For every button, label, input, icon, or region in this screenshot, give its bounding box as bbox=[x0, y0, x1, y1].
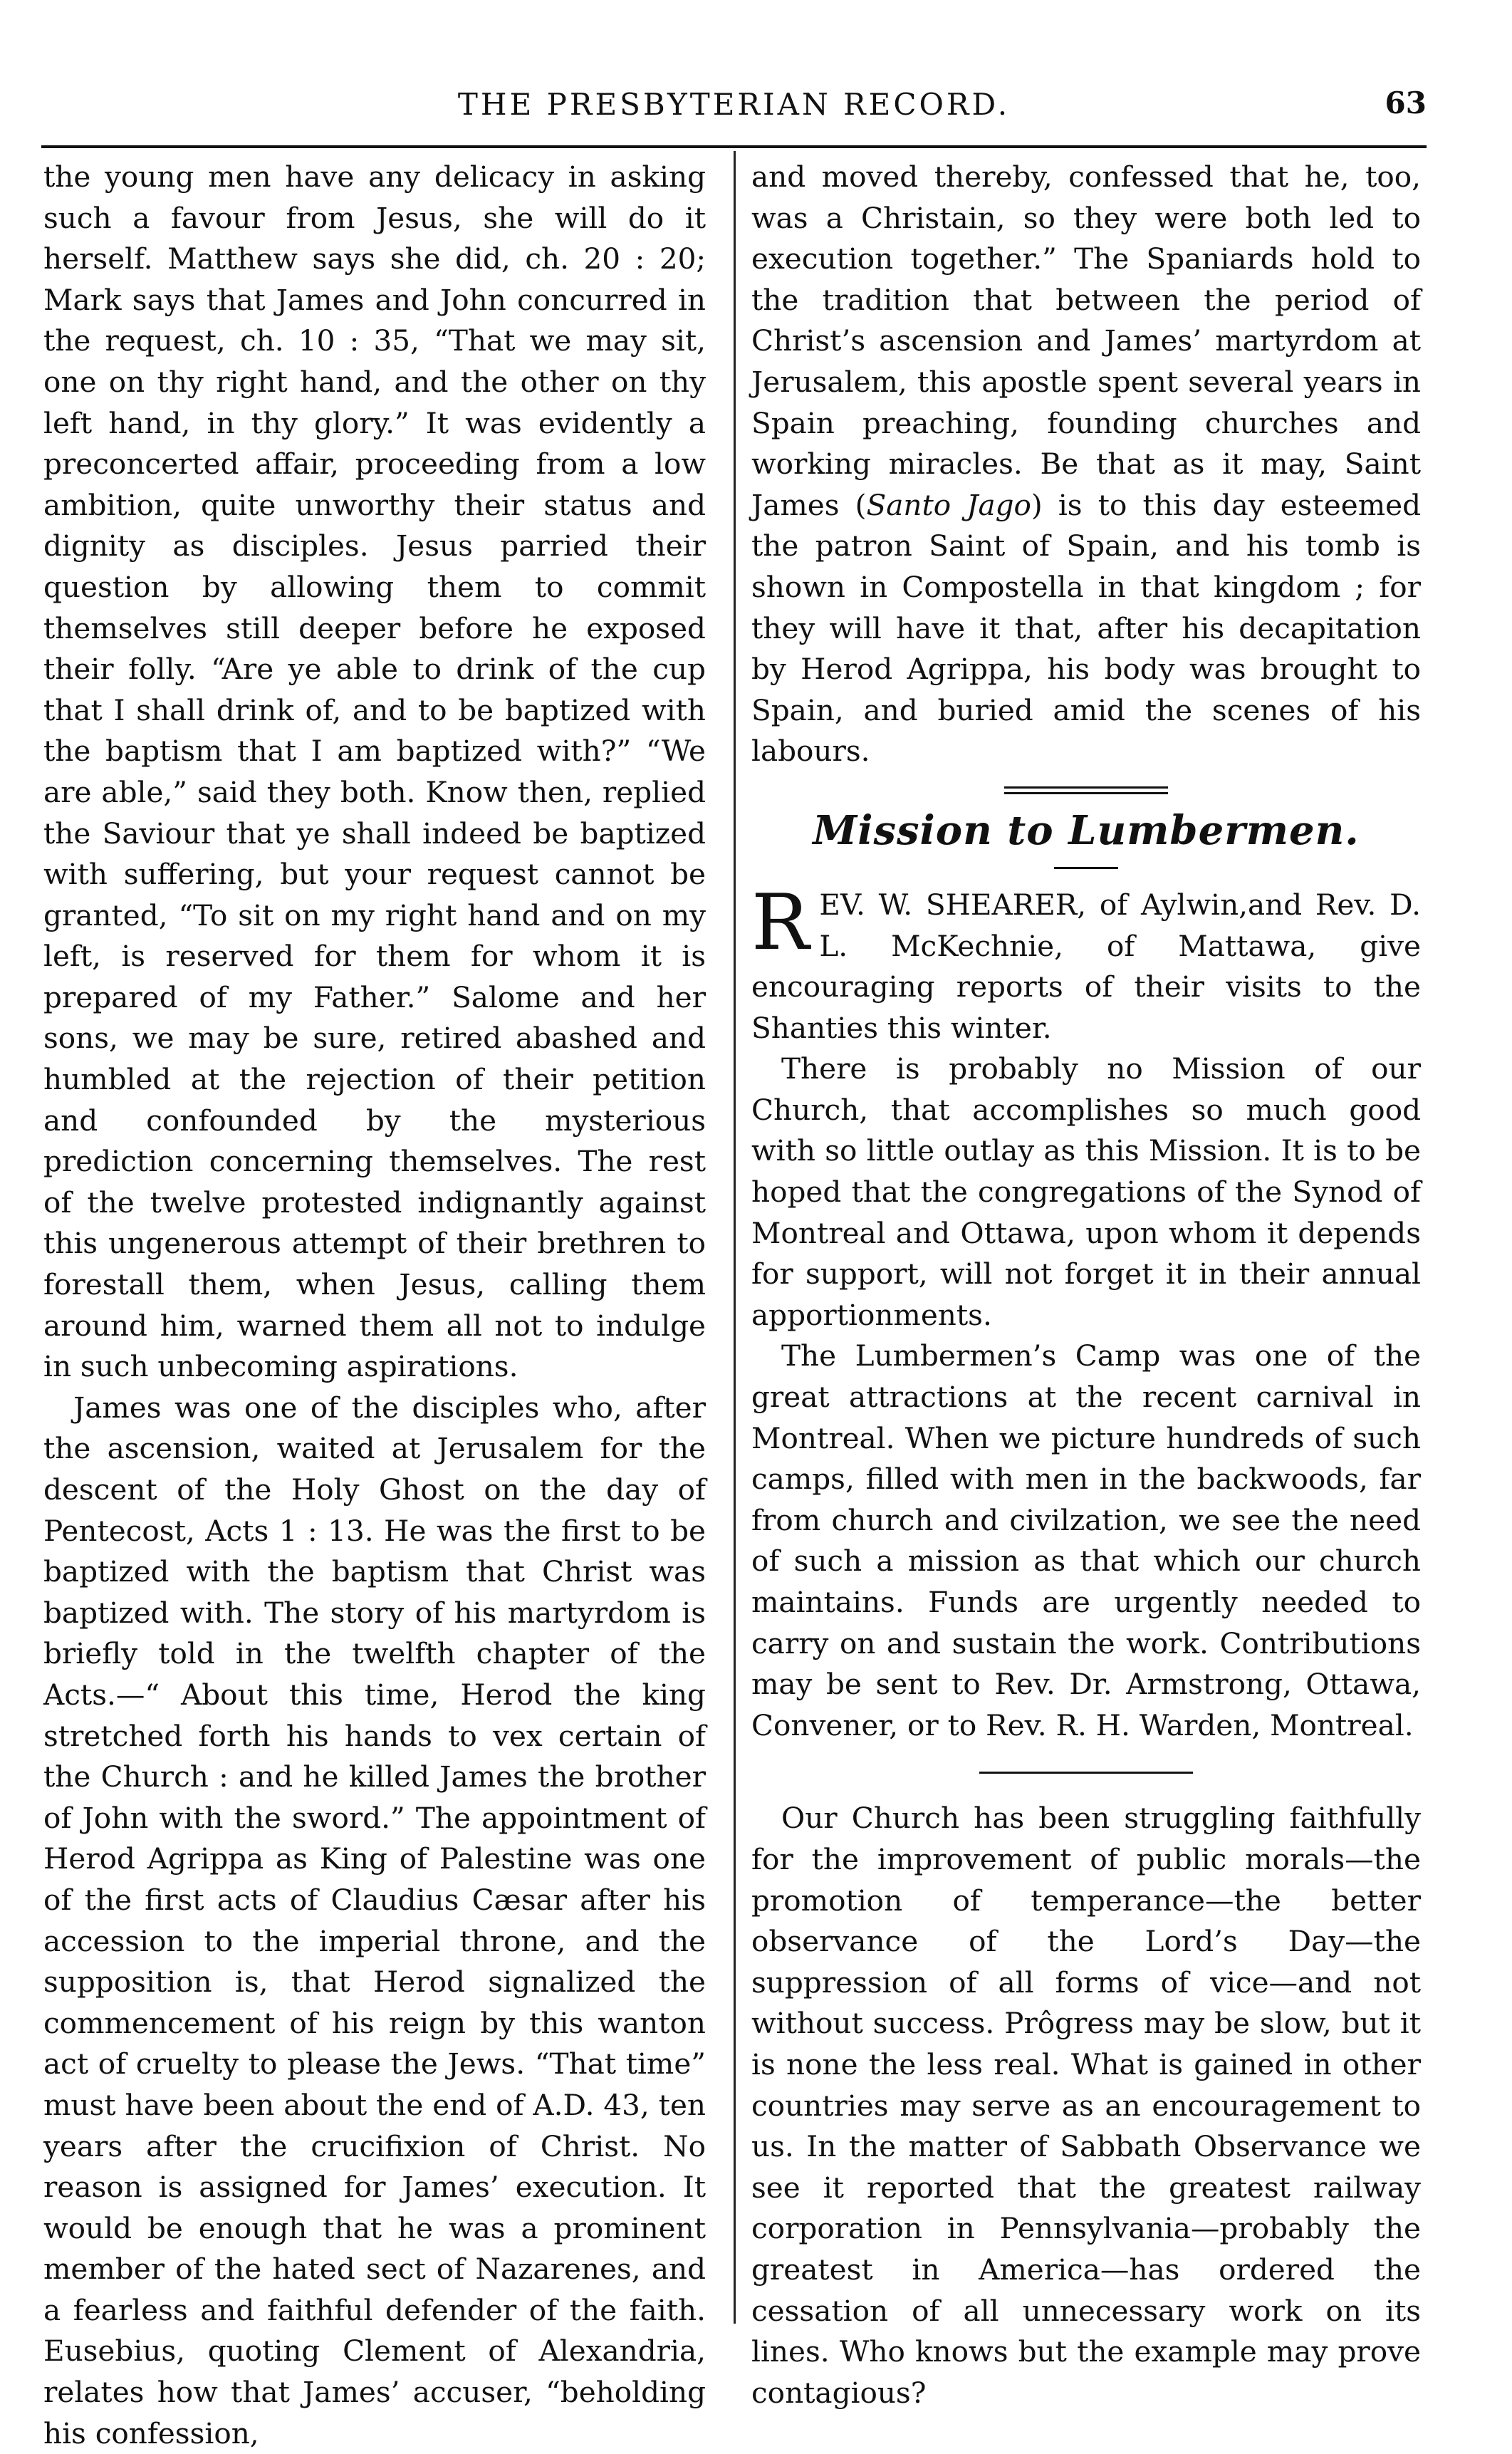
left-paragraph-2: James was one of the disciples who, after the ascension, waited at Jerusalem for the descent of the Holy Ghost on the day of Pentecost, Acts 1 : 13. He was the first to be baptized with the baptism that Christ was baptized with. The story of his martyrdom is briefly told in the twelfth chapter of the Acts.—“ About this time, Herod the king stretched forth his hands to vex certain of the Church : and he killed James the brother of John with the sword.” The appointment of Herod Agrippa as King of Palestine was one of the first acts of Claudius Cæsar after his accession to the imperial throne, and the supposition is, that Herod signalized the commencement of his reign by this wanton act of cruelty to please the Jews. “That time” must have been about the end of A.D. 43, ten years after the crucifixion of Christ. No reason is assigned for James’ execution. It would be enough that he was a prominent member of the hated sect of Nazarenes, and a fearless and faithful defender of the faith. Eusebius, quoting Clement of Alexandria, relates how that James’ accuser, “beholding his confession, bbox=[43, 1390, 706, 2450]
column-divider bbox=[734, 151, 736, 2324]
mission-paragraph-3: The Lumbermen’s Camp was one of the great attractions at the recent carnival in Montreal. When we picture hundreds of such camps, filled with men in the backwoods, far from church and civilzation, we see the need of such a mission as that which our church maintains. Funds are urgently needed to carry on and sustain the work. Contributions may be sent to Rev. Dr. Armstrong, Ottawa, Convener, or to Rev. R. H. Warden, Montreal. bbox=[751, 1338, 1421, 1742]
right-column bbox=[751, 157, 1421, 2413]
running-head bbox=[41, 85, 1427, 138]
left-column bbox=[43, 157, 706, 2454]
continuation-text-before: and moved thereby, confessed that he, too, was a Christain, so they were both led to execution together.” The Spaniards hold to the tradition that between the period of Christ’s ascension and James’ martyrdom at Jerusalem, this apostle spent several years in Spain preaching, founding churches and working miracles. Be that as it may, Saint James ( bbox=[751, 160, 1421, 522]
mission-lead-paragraph bbox=[751, 878, 1421, 1049]
drop-cap: R bbox=[751, 878, 810, 967]
section-heading: Mission to Lumbermen. bbox=[813, 806, 1360, 854]
section-double-rule bbox=[1004, 786, 1168, 794]
mission-lead-text: EV. W. SHEARER, of Aylwin,and Rev. D. L. McKechnie, of Mattawa, give encouraging reports of their visits to the Shanties this winter. bbox=[751, 887, 1421, 1045]
temperance-paragraph: Our Church has been struggling faithfully for the improvement of public morals—the promotion of temperance—the better observance of the Lord’s Day—the suppression of all forms of vice—and not without success. Prôgress may be slow, but it is none the less real. What is gained in other countries may serve as an encouragement to us. In the matter of Sabbath Observance we see it reported that the greatest railway corporation in Pennsylvania—probably the greatest in America—has ordered the cessation of all unnecessary work on its lines. Who knows but the example may prove contagious? bbox=[751, 1801, 1421, 2410]
santo-jago-italic: Santo Jago bbox=[866, 487, 1031, 522]
running-title: THE PRESBYTERIAN RECORD. bbox=[457, 87, 1011, 122]
newspaper-page bbox=[41, 85, 1427, 2450]
mission-paragraph-2: There is probably no Mission of our Church, that accomplishes so much good with so little outlay as this Mission. It is to be hoped that the congregations of the Synod of Montreal and Ottawa, upon whom it depends for support, will not forget it in their annual apportionments. bbox=[751, 1051, 1421, 1332]
page-number: 63 bbox=[1385, 85, 1427, 120]
heading-short-rule bbox=[1054, 867, 1118, 869]
right-continuation-paragraph bbox=[751, 157, 1421, 772]
header-rule bbox=[41, 145, 1427, 148]
continuation-text-after: ) is to this day esteemed the patron Saint of Spain, and his tomb is shown in Compostella in that kingdom ; for they will have it that, after his decapitation by Herod Agrippa, his body was brought to Spain, and buried amid the scenes of his labours. bbox=[751, 487, 1422, 769]
left-paragraph-1: the young men have any delicacy in asking such a favour from Jesus, she will do it herself. Matthew says she did, ch. 20 : 20; Mark says that James and John concurred in the request, ch. 10 : 35, “That we may sit, one on thy right hand, and the other on thy left hand, in thy glory.” It was evidently a preconcerted affair, proceeding from a low ambition, quite unworthy their status and dignity as disciples. Jesus parried their question by allowing them to commit themselves still deeper before he exposed their folly. “Are ye able to drink of the cup that I shall drink of, and to be baptized with the baptism that I am baptized with?” “We are able,” said they both. Know then, replied the Saviour that ye shall indeed be baptized with suffering, but your request cannot be granted, “To sit on my right hand and on my left, is reserved for them for whom it is prepared of my Father.” Salome and her sons, we may be sure, retired abashed and humbled at the rejection of their petition and confounded by the mysterious prediction concerning themselves. The rest of the twelve protested indignantly against this ungenerous attempt of their brethren to forestall them, when Jesus, calling them around him, warned them all not to indulge in such unbecoming aspirations. bbox=[43, 160, 706, 1384]
article-separator-rule bbox=[979, 1772, 1193, 1774]
